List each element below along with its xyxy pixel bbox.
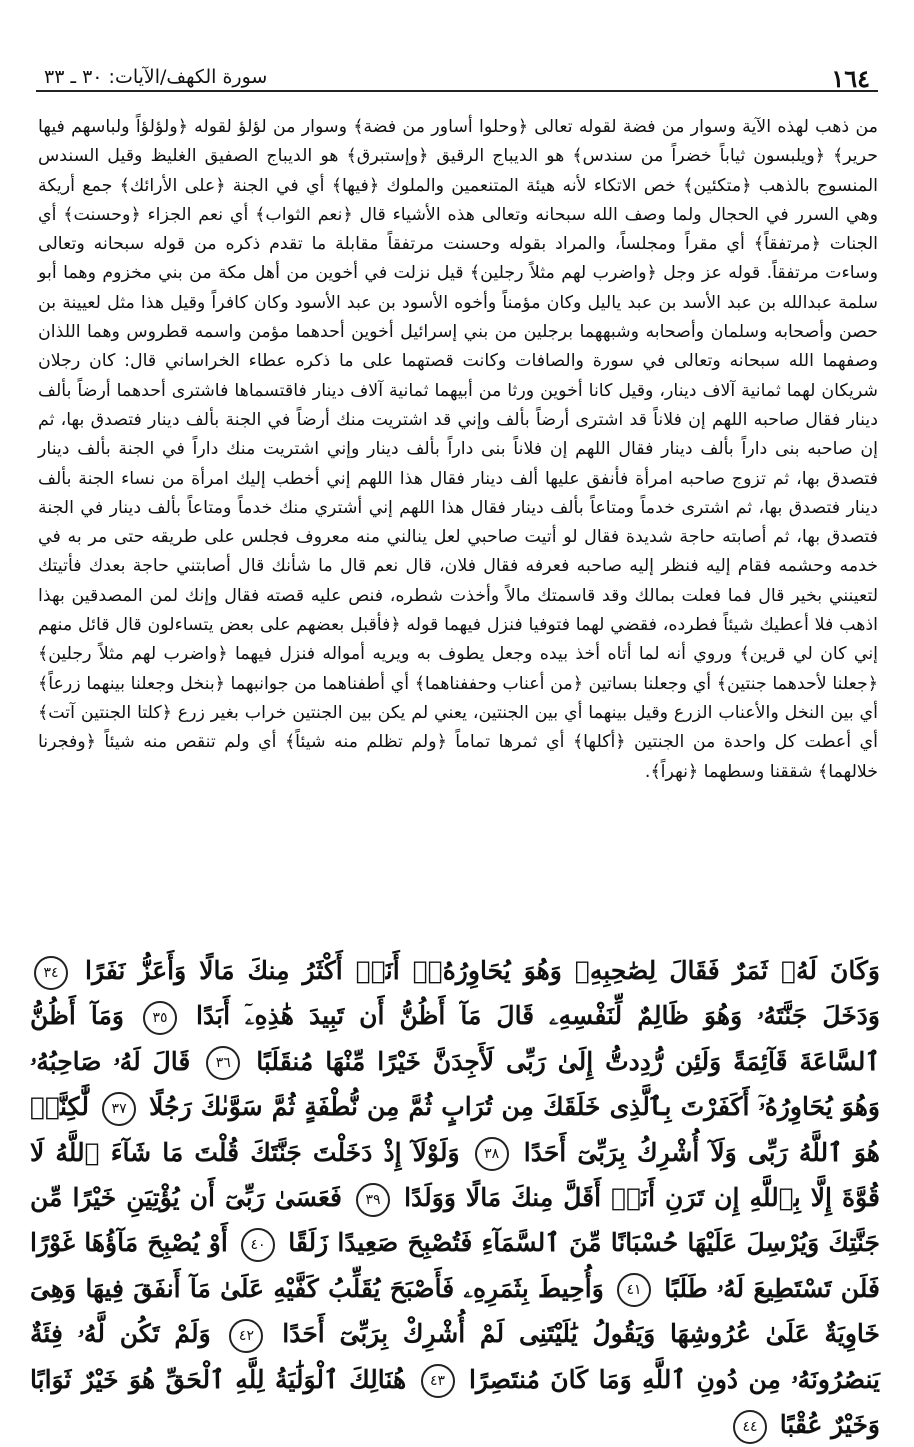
header-rule — [36, 90, 878, 92]
verse-text: وَكَانَ لَهُۥ ثَمَرٌ فَقَالَ لِصَٰحِبِهِۦ وَهُوَ يُحَاوِرُهُۥٓ أَنَا۠ أَكْثَرُ مِنكَ مَالًا وَأَعَزُّ نَفَرًا — [85, 956, 880, 985]
page-header — [36, 60, 878, 100]
verse-text: فَعَسَىٰ رَبِّىٓ أَن يُؤْتِيَنِ خَيْرًا مِّن جَنَّتِكَ وَيُرْسِلَ عَلَيْهَا حُسْبَانًا مِّنَ ٱلسَّمَآءِ فَتُصْبِحَ صَعِيدًا زَلَقًا — [30, 1183, 880, 1258]
ayah-number-marker: ٣٥ — [143, 1001, 177, 1035]
commentary-block — [38, 113, 878, 787]
ayah-number-marker: ٤٣ — [421, 1364, 455, 1398]
ayah-number-marker: ٣٧ — [102, 1092, 136, 1126]
running-title: سورة الكهف/الآيات: ٣٠ ـ ٣٣ — [44, 66, 268, 88]
verse-text: وَأُحِيطَ بِثَمَرِهِۦ فَأَصْبَحَ يُقَلِّبُ كَفَّيْهِ عَلَىٰ مَآ أَنفَقَ فِيهَا وَهِىَ خَاوِيَةٌ عَلَىٰ عُرُوشِهَا وَيَقُولُ يَٰلَيْتَنِى لَمْ أُشْرِكْ بِرَبِّىٓ أَحَدًا — [30, 1273, 880, 1349]
ayah-number-marker: ٤٤ — [733, 1410, 767, 1444]
ayah-number-marker: ٣٦ — [206, 1046, 240, 1080]
verse-text: هُنَالِكَ ٱلْوَلَٰيَةُ لِلَّهِ ٱلْحَقِّ هُوَ خَيْرٌ ثَوَابًا وَخَيْرٌ عُقْبًا — [30, 1364, 880, 1440]
ayah-number-marker: ٤٠ — [241, 1228, 275, 1262]
ayah-number-marker: ٣٩ — [356, 1183, 390, 1217]
quran-verses-block — [30, 948, 880, 1447]
verse-text: قَالَ لَهُۥ صَاحِبُهُۥ وَهُوَ يُحَاوِرُهُۥٓ أَكَفَرْتَ بِٱلَّذِى خَلَقَكَ مِن تُرَابٍ ثُمَّ مِن نُّطْفَةٍ ثُمَّ سَوَّىٰكَ رَجُلًا — [30, 1046, 880, 1122]
verse-text: لَّٰكِنَّا۠ هُوَ ٱللَّهُ رَبِّى وَلَآ أُشْرِكُ بِرَبِّىٓ أَحَدًا — [30, 1092, 880, 1167]
page-number: ١٦٤ — [831, 64, 870, 93]
verse-text: أَوْ يُصْبِحَ مَآؤُهَا غَوْرًا فَلَن تَسْتَطِيعَ لَهُۥ طَلَبًا — [30, 1228, 880, 1303]
verse-text: وَمَآ أَظُنُّ ٱلسَّاعَةَ قَآئِمَةً وَلَئِن رُّدِدتُّ إِلَىٰ رَبِّى لَأَجِدَنَّ خَيْرًا مِّنْهَا مُنقَلَبًا — [30, 1001, 880, 1076]
ayah-number-marker: ٤١ — [617, 1273, 651, 1307]
verses-paragraph — [30, 948, 880, 1447]
verse-text: وَلَمْ تَكُن لَّهُۥ فِئَةٌ يَنصُرُونَهُۥ مِن دُونِ ٱللَّهِ وَمَا كَانَ مُنتَصِرًا — [30, 1319, 880, 1394]
ayah-number-marker: ٣٨ — [475, 1137, 509, 1171]
commentary-paragraph: من ذهب لهذه الآية وسوار من فضة لقوله تعالى ﴿وحلوا أساور من فضة﴾ وسوار من لؤلؤ لقوله ﴿ولؤلؤاً ولباسهم فيها حرير﴾ ﴿ويلبسون ثياباً خضراً من سندس﴾ هو الديباج الرقيق ﴿وإستبرق﴾ هو الديباج الصفيق الغليظ وقيل السندس المنسوج بالذهب ﴿متكئين﴾ خص الاتكاء لأنه هيئة المتنعمين والملوك ﴿فيها﴾ أي في الجنة ﴿على الأرائك﴾ جمع أريكة وهي السرر في الحجال ولما وصف الله سبحانه وتعالى هذه الأشياء قال ﴿نعم الثواب﴾ أي نعم الجزاء ﴿وحسنت﴾ أي الجنات ﴿مرتفقاً﴾ أي مقراً ومجلساً، والمراد بقوله وحسنت مرتفقاً مقابلة ما تقدم ذكره من قوله سبحانه وتعالى وساءت مرتفقاً. قوله عز وجل ﴿واضرب لهم مثلاً رجلين﴾ قيل نزلت في أخوين من أهل مكة من بني مخزوم وهما أبو سلمة عبدالله بن عبد الأسد بن عبد ياليل وكان مؤمناً وأخوه الأسود بن عبد الأسود وكان كافراً وقيل هذا مثل لعيينة بن حصن وأصحابه وسلمان وأصحابه وشبههما برجلين من بني إسرائيل أخوين أحدهما مؤمن واسمه قطروس وهما اللذان وصفهما الله سبحانه وتعالى في سورة والصافات وكانت قصتهما على ما ذكره عطاء الخراساني قال: كان رجلان شريكان لهما ثمانية آلاف دينار، وقيل كانا أخوين ورثا من أبيهما ثمانية آلاف دينار فاقتسماها فاشترى أحدهما أرضاً بألف دينار فقال صاحبه اللهم إن فلاناً قد اشترى أرضاً بألف وإني قد اشتريت منك أرضاً في الجنة بألف دينار فتصدق بها، ثم إن صاحبه بنى داراً بألف دينار فقال اللهم إن فلاناً بنى داراً بألف دينار وإني اشتريت منك داراً في الجنة بألف دينار فتصدق بها، ثم تزوج صاحبه امرأة فأنفق عليها ألف دينار فقال هذا اللهم إني أخطب إليك امرأة من نساء الجنة بألف دينار فتصدق بها، ثم اشترى خدماً ومتاعاً بألف دينار فقال هذا اللهم إني أشتري منك خدماً ومتاعاً بألف دينار في الجنة فتصدق بها، ثم أصابته حاجة شديدة فقال لو أتيت صاحبي لعل ينالني منه معروف فجلس على طريقه حتى مر به في خدمه وحشمه فقام إليه فنظر إليه صاحبه فعرفه فقال فلان، قال نعم قال ما شأنك قال أصابتني حاجة بعدك فأتيتك لتعينني بخير قال فما فعلت بمالك وقد قاسمتك مالاً وأخذت شطره، فنص عليه قصته فقال وإنك لمن المصدقين بهذا اذهب فلا أعطيك شيئاً فطرده، فقضي لهما فتوفيا فنزل فيهما قوله ﴿فأقبل بعضهم على بعض يتساءلون قال قائل منهم إني كان لي قرين﴾ وروي أنه لما أتاه أخذ بيده وجعل يطوف به ويريه أمواله فنزل فيهما ﴿واضرب لهم مثلاً رجلين﴾ ﴿جعلنا لأحدهما جنتين﴾ أي وجعلنا بساتين ﴿من أعناب وحففناهما﴾ أي أطفناهما من جوانبهما ﴿بنخل وجعلنا بينهما زرعاً﴾ أي بين النخل والأعناب الزرع وقيل بينهما أي بين الجنتين، يعني لم يكن بين الجنتين خراب بغير زرع ﴿كلتا الجنتين آتت﴾ أي أعطت كل واحدة من الجنتين ﴿أكلها﴾ أي ثمرها تماماً ﴿ولم تظلم منه شيئاً﴾ أي ولم تنقص منه شيئاً ﴿وفجرنا خلالهما﴾ شققنا وسطهما ﴿نهراً﴾. — [38, 117, 878, 782]
verse-text: وَدَخَلَ جَنَّتَهُۥ وَهُوَ ظَالِمٌ لِّنَفْسِهِۦ قَالَ مَآ أَظُنُّ أَن تَبِيدَ هَٰذِهِۦٓ أَبَدًا — [196, 1001, 880, 1031]
ayah-number-marker: ٣٤ — [34, 956, 68, 990]
ayah-number-marker: ٤٢ — [229, 1319, 263, 1353]
verse-text: وَلَوْلَآ إِذْ دَخَلْتَ جَنَّتَكَ قُلْتَ مَا شَآءَ ٱللَّهُ لَا قُوَّةَ إِلَّا بِٱللَّهِ إِن تَرَنِ أَنَا۠ أَقَلَّ مِنكَ مَالًا وَوَلَدًا — [30, 1137, 880, 1213]
